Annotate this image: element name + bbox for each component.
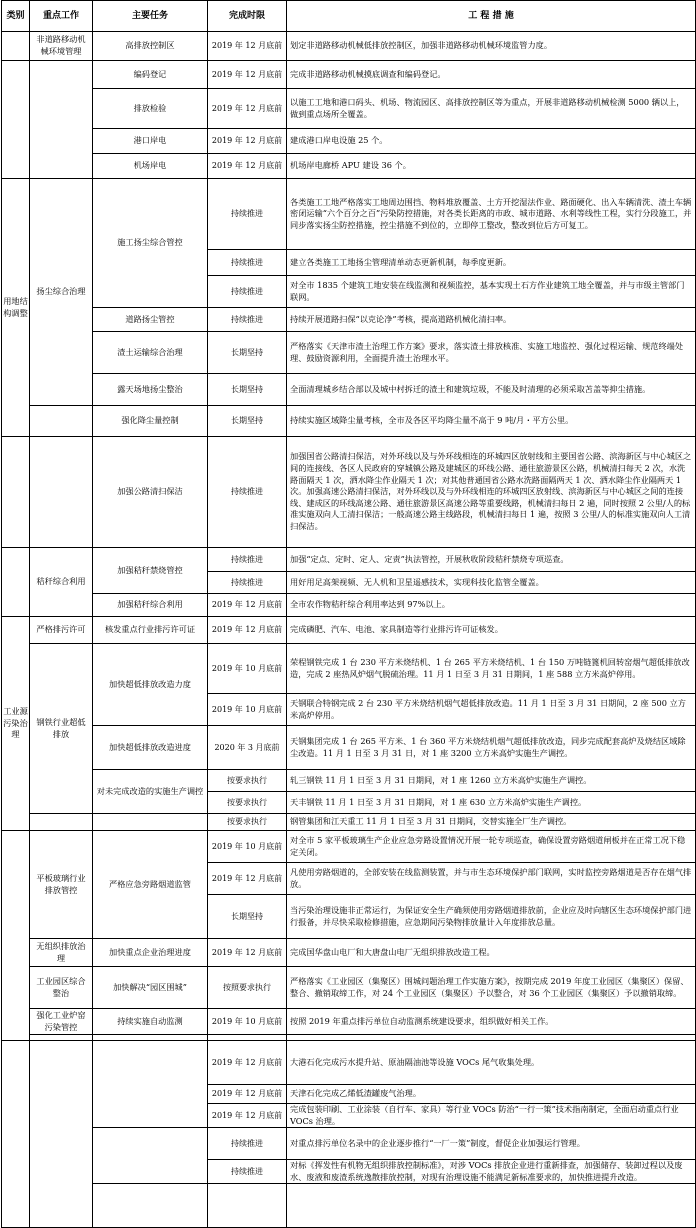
table-row — [2, 939, 696, 967]
category-cell — [2, 437, 30, 548]
deadline-cell: 2019 年 12 月底前 — [208, 129, 287, 154]
measure-cell: 对标《挥发性有机物无组织排放控制标准》，对涉 VOCs 排放企业进行重新排查，加强储存、装卸过程以及废水、废液和废渣系统逸散排放控制，对现有治理设施不能满足新标准要求的，加快推进提升改造。 — [287, 1160, 696, 1184]
deadline-cell: 按要求执行 — [208, 792, 287, 814]
table-header-row — [2, 1, 696, 32]
task-cell: 加快解决“园区围城” — [93, 967, 208, 1009]
measure-cell — [287, 1184, 696, 1228]
deadline-cell: 持续推进 — [208, 250, 287, 276]
task-cell: 高排放控制区 — [93, 32, 208, 61]
key-work-cell: 平板玻璃行业排放管控 — [30, 831, 93, 939]
task-cell: 施工扬尘综合管控 — [93, 179, 208, 308]
header-key-work: 重点工作 — [30, 1, 93, 32]
task-cell: 核发重点行业排污许可证 — [93, 617, 208, 644]
deadline-cell: 2019 年 12 月底前 — [208, 594, 287, 617]
measure-cell: 持续开展道路扫保“以克论净”考核，提高道路机械化清扫率。 — [287, 308, 696, 332]
deadline-cell: 2019 年 12 月底前 — [208, 863, 287, 895]
deadline-cell: 长期坚持 — [208, 406, 287, 437]
table-row — [2, 32, 696, 61]
measure-cell: 对全市 1835 个建筑工地安装在线监测和视频监控，基本实现土石方作业建筑工地全覆盖，并与市级主管部门联网。 — [287, 276, 696, 308]
measure-cell: 荣程钢铁完成 1 台 230 平方米烧结机、1 台 265 平方米烧结机、1 台 150 万吨链篦机回转窑烟气超低排放改造，完成 2 座热风炉烟气脱硫治理。11 月 1 日至 3 月 31 日期间，1 座 588 立方米高炉停用。 — [287, 644, 696, 694]
table-row — [2, 617, 696, 644]
header-category: 类别 — [2, 1, 30, 32]
deadline-cell: 持续推进 — [208, 179, 287, 250]
table-row — [2, 437, 696, 548]
header-measures: 工 程 措 施 — [287, 1, 696, 32]
task-cell: 渣土运输综合治理 — [93, 332, 208, 374]
table-row — [2, 548, 696, 572]
measure-cell: 加强“定点、定时、定人、定责”执法管控，开展秋收阶段秸秆禁烧专项巡查。 — [287, 548, 696, 572]
measure-cell: 按照 2019 年重点排污单位自动监测系统建设要求，组织做好相关工作。 — [287, 1009, 696, 1035]
key-work-cell: 严格排污许可 — [30, 617, 93, 644]
table-row — [2, 61, 696, 89]
table-row — [2, 129, 696, 154]
deadline-cell: 持续推进 — [208, 1128, 287, 1160]
measure-cell: 用好用足高架视频、无人机和卫星遥感技术，实现科技化监管全覆盖。 — [287, 572, 696, 594]
deadline-cell: 2019 年 12 月底前 — [208, 1085, 287, 1104]
key-work-cell — [30, 406, 93, 437]
task-cell: 露天场地扬尘整治 — [93, 374, 208, 406]
table-row — [2, 1009, 696, 1035]
table-row — [2, 308, 696, 332]
key-work-cell: 秸秆综合利用 — [30, 548, 93, 617]
deadline-cell: 2019 年 12 月底前 — [208, 617, 287, 644]
table-row — [2, 967, 696, 1009]
category-cell: 工业源污染治理 — [2, 617, 30, 831]
table-row — [2, 770, 696, 792]
key-work-cell — [30, 437, 93, 548]
task-cell — [93, 1041, 208, 1128]
table-row — [2, 831, 696, 863]
deadline-cell: 持续推进 — [208, 548, 287, 572]
category-cell — [2, 1041, 30, 1228]
category-cell — [2, 61, 30, 179]
deadline-cell: 长期坚持 — [208, 374, 287, 406]
deadline-cell: 持续推进 — [208, 437, 287, 548]
task-cell: 机场岸电 — [93, 154, 208, 179]
header-deadline: 完成时限 — [208, 1, 287, 32]
measure-cell: 钢管集团和江天重工 11 月 1 日至 3 月 31 日期间，交替实施全厂生产调控。 — [287, 814, 696, 831]
task-cell: 道路扬尘管控 — [93, 308, 208, 332]
table-row — [2, 1128, 696, 1160]
deadline-cell: 2020 年 3 月底前 — [208, 726, 287, 770]
table-row — [2, 594, 696, 617]
category-cell — [2, 831, 30, 1041]
table-row — [2, 726, 696, 770]
table-row — [2, 154, 696, 179]
deadline-cell: 按要求执行 — [208, 770, 287, 792]
measure-cell: 机场岸电廊桥 APU 建设 36 个。 — [287, 154, 696, 179]
measure-cell: 划定非道路移动机械低排放控制区，加强非道路移动机械环境监管力度。 — [287, 32, 696, 61]
table-row — [2, 89, 696, 129]
measure-cell: 加强国省公路清扫保洁，对外环线以及与外环线相连的环城四区放射线和主要国省公路、滨海新区与中心城区之间的连接线、各区人民政府的穿城镇公路及建城区的环线公路、通往旅游景区公路，机械清扫每天 2 次，水洗路面隔天 1 次，洒水降尘作业隔天 1 次；对其他普通国省公路水洗路面隔两天 1 次、洒水降尘作业隔两天 1 次。加强高速公路清扫保洁，对外环线以及与外环线相连的环城四区放射线、滨海新区与中心城区之间的连接线、建成区的环线高速公路、通往旅游景区高速公路等重要线路，机械清扫每日 2 遍，同时按照 2 公里/人的标准实施双向人工清扫保洁；一般高速公路主线路段，机械清扫每日 1 遍，按照 3 公里/人的标准实施双向人工清扫保洁。 — [287, 437, 696, 548]
deadline-cell: 2019 年 12 月底前 — [208, 939, 287, 967]
key-work-cell: 钢铁行业超低排放 — [30, 644, 93, 814]
measure-cell: 建立各类施工工地扬尘管理清单动态更新机制，每季度更新。 — [287, 250, 696, 276]
category-cell — [2, 548, 30, 617]
deadline-cell: 持续推进 — [208, 1160, 287, 1184]
measure-cell: 完成磷肥、汽车、电池、家具制造等行业排污许可证核发。 — [287, 617, 696, 644]
key-work-cell: 非道路移动机械环境管理 — [30, 32, 93, 61]
measure-cell: 各类施工工地严格落实工地周边围挡、物料堆放覆盖、土方开挖湿法作业、路面硬化、出入车辆清洗、渣土车辆密闭运输“六个百分之百”污染防控措施，对各类长距离的市政、城市道路、水利等线性工程，实行分段施工，并同步落实扬尘防控措施，控尘措施不到位的，立即停工整改，整改到位后方可复工。 — [287, 179, 696, 250]
category-cell: 用地结构调整 — [2, 179, 30, 437]
deadline-cell: 长期坚持 — [208, 332, 287, 374]
measure-cell: 天钢集团完成 1 台 265 平方米、1 台 360 平方米烧结机烟气超低排放改造，同步完成配套高炉及烧结区域除尘改造。11 月 1 日至 3 月 31 日，对 1 座 3200 立方米高炉实施生产调控。 — [287, 726, 696, 770]
task-cell: 加强秸秆综合利用 — [93, 594, 208, 617]
deadline-cell: 持续推进 — [208, 276, 287, 308]
measure-cell: 严格落实《工业园区（集聚区）围城问题治理工作实施方案》，按期完成 2019 年度工业园区（集聚区）保留、整合、撤销取缔工作，对 24 个工业园区（集聚区）予以整合，对 36 个工业园区（集聚区）予以撤销取缔。 — [287, 967, 696, 1009]
key-work-cell — [30, 61, 93, 179]
measure-cell: 完成非道路移动机械摸底调查和编码登记。 — [287, 61, 696, 89]
table-row — [2, 406, 696, 437]
deadline-cell: 2019 年 12 月底前 — [208, 32, 287, 61]
header-main-task: 主要任务 — [93, 1, 208, 32]
table-row — [2, 814, 696, 831]
key-work-cell — [30, 814, 93, 831]
measure-cell: 大港石化完成污水提升站、原油隔油池等设施 VOCs 尾气收集处理。 — [287, 1041, 696, 1085]
task-cell — [93, 814, 208, 831]
table-row — [2, 1041, 696, 1085]
measure-cell: 以施工工地和港口码头、机场、物流园区、高排放控制区等为重点，开展非道路移动机械检测 5000 辆以上，做到重点场所全覆盖。 — [287, 89, 696, 129]
measure-cell: 天丰钢铁 11 月 1 日至 3 月 31 日期间，对 1 座 630 立方米高炉实施生产调控。 — [287, 792, 696, 814]
task-cell: 严格应急旁路烟道监管 — [93, 831, 208, 939]
key-work-cell: 无组织排放治理 — [30, 939, 93, 967]
deadline-cell — [208, 1184, 287, 1228]
category-cell — [2, 32, 30, 61]
measure-cell: 轧三钢铁 11 月 1 日至 3 月 31 日期间，对 1 座 1260 立方米高炉实施生产调控。 — [287, 770, 696, 792]
deadline-cell: 2019 年 12 月底前 — [208, 1104, 287, 1128]
table-row — [2, 332, 696, 374]
table-row — [2, 374, 696, 406]
measure-cell: 对全市 5 家平板玻璃生产企业应急旁路设置情况开展一轮专项巡查，确保设置旁路烟道闸板并在正常工况下稳定关闭。 — [287, 831, 696, 863]
measure-cell: 凡使用旁路烟道的，全部安装在线监测装置，并与市生态环境保护部门联网，实时监控旁路烟道是否存在烟气排放。 — [287, 863, 696, 895]
task-cell: 强化降尘量控制 — [93, 406, 208, 437]
deadline-cell: 2019 年 10 月底前 — [208, 1009, 287, 1035]
deadline-cell: 2019 年 12 月底前 — [208, 154, 287, 179]
measure-cell: 天钢联合特钢完成 2 台 230 平方米烧结机烟气超低排放改造。11 月 1 日至 3 月 31 日期间，2 座 500 立方米高炉停用。 — [287, 694, 696, 726]
deadline-cell: 持续推进 — [208, 572, 287, 594]
key-work-cell: 扬尘综合治理 — [30, 179, 93, 406]
deadline-cell: 2019 年 12 月底前 — [208, 1041, 287, 1085]
table-row — [2, 1184, 696, 1228]
deadline-cell: 2019 年 10 月底前 — [208, 831, 287, 863]
task-cell: 加强秸秆禁烧管控 — [93, 548, 208, 594]
table-row — [2, 644, 696, 694]
deadline-cell: 按要求执行 — [208, 814, 287, 831]
measure-cell: 严格落实《天津市渣土治理工作方案》要求，落实渣土排放核准、实施工地监控、强化过程运输、规范终端处理、鼓励资源利用，全面提升渣土治理水平。 — [287, 332, 696, 374]
task-cell — [93, 1128, 208, 1184]
task-cell — [93, 1184, 208, 1228]
measure-cell: 当污染治理设施非正常运行，为保证安全生产确须使用旁路烟道排放前，企业应及时向辖区生态环境保护部门进行报备，并尽快采取检修措施，应急期间污染物排放量计入年度排放总量。 — [287, 895, 696, 939]
measure-cell: 全市农作物秸秆综合利用率达到 97%以上。 — [287, 594, 696, 617]
measure-cell: 持续实施区域降尘量考核，全市及各区平均降尘量不高于 9 吨/月・平方公里。 — [287, 406, 696, 437]
measure-cell: 建成港口岸电设施 25 个。 — [287, 129, 696, 154]
task-cell: 排放检验 — [93, 89, 208, 129]
deadline-cell: 持续推进 — [208, 308, 287, 332]
key-work-cell: 强化工业炉窑污染管控 — [30, 1009, 93, 1035]
table-row — [2, 179, 696, 250]
measure-cell: 完成包装印刷、工业涂装（自行车、家具）等行业 VOCs 防治“一行一策”技术指南制定，全面启动重点行业 VOCs 治理。 — [287, 1104, 696, 1128]
deadline-cell: 2019 年 12 月底前 — [208, 89, 287, 129]
measure-cell: 完成国华盘山电厂和大唐盘山电厂无组织排放改造工程。 — [287, 939, 696, 967]
deadline-cell: 2019 年 10 月底前 — [208, 644, 287, 694]
deadline-cell: 2019 年 10 月底前 — [208, 694, 287, 726]
measure-cell: 全面清理城乡结合部以及城中村拆迁的渣土和建筑垃圾，不能及时清理的必须采取苫盖等抑尘措施。 — [287, 374, 696, 406]
key-work-cell — [30, 1041, 93, 1228]
task-cell: 港口岸电 — [93, 129, 208, 154]
task-cell: 编码登记 — [93, 61, 208, 89]
deadline-cell: 2019 年 12 月底前 — [208, 61, 287, 89]
task-cell: 加快超低排放改造进度 — [93, 726, 208, 770]
deadline-cell: 按照要求执行 — [208, 967, 287, 1009]
measure-cell: 对重点排污单位名录中的企业逐步推行“一厂一策”制度，督促企业加强运行管理。 — [287, 1128, 696, 1160]
task-cell: 加强公路清扫保洁 — [93, 437, 208, 548]
task-cell: 持续实施自动监测 — [93, 1009, 208, 1035]
key-work-cell: 工业园区综合整治 — [30, 967, 93, 1009]
measures-table — [1, 0, 696, 1228]
task-cell: 对未完成改造的实施生产调控 — [93, 770, 208, 814]
task-cell: 加快超低排放改造力度 — [93, 644, 208, 726]
measure-cell: 天津石化完成乙烯低渣罐废气治理。 — [287, 1085, 696, 1104]
deadline-cell: 长期坚持 — [208, 895, 287, 939]
task-cell: 加快重点企业治理进度 — [93, 939, 208, 967]
